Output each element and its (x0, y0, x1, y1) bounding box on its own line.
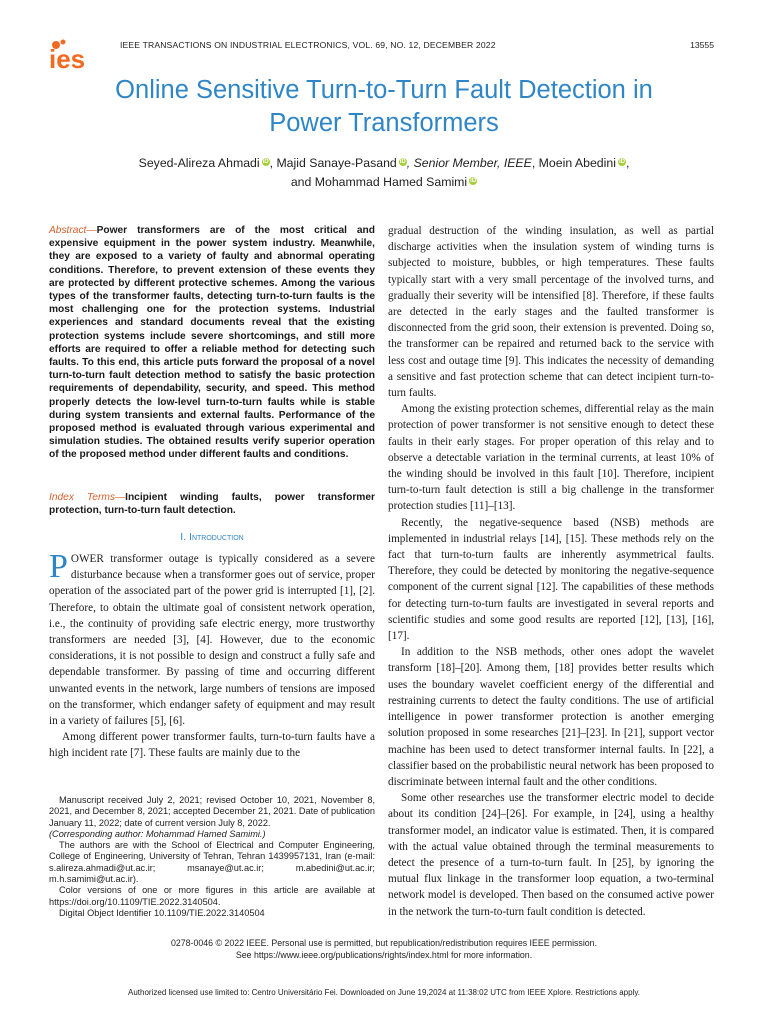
right-paragraph-5: Some other researches use the transformer electric model to decide about its condition [24]–[26]. For example, in [24], using a healthy transformer model, an indicator value is estimated. Then, it is compared with the actual value obtained through the terminal measurements to detect the presence of a turn-to-turn fault. In [25], by ignoring the mutual flux linkage in the transformer loop equation, a two-terminal network model is developed. Then based on the consumed active power in the network the turn-to-turn fault condition is detected. (388, 792, 714, 918)
copyright-notice (60, 938, 708, 961)
author-1: Seyed-Alireza Ahmadi (138, 156, 260, 170)
footnote-doi: Digital Object Identifier 10.1109/TIE.2022.3140504 (59, 907, 265, 918)
intro-paragraph-1 (49, 548, 375, 729)
author-list (40, 154, 728, 192)
logo-text: ies (49, 44, 86, 72)
drop-cap: P (49, 548, 68, 585)
abstract-dash: — (86, 225, 97, 236)
orcid-icon[interactable]: iD (399, 159, 406, 165)
intro-paragraph-2: Among different power transformer faults, turn-to-turn faults have a high incident rate [7]. These faults are mainly due to the (49, 731, 375, 760)
footnote-color[interactable]: Color versions of one or more figures in this article are available at https://doi.org/10.1109/TIE.2022.3140504. (49, 885, 375, 907)
intro-p1-text: transformer outage is typically considered as a severe disturbance because when a transformer goes out of service, proper operation of the associated part of the power grid is interrupted [1], [2]. Therefore, to obtain the ultimate goal of consistent network operation, i.e., the continuity of providing safe electric energy, more trustworthy transformers are needed [3], [4]. However, due to the economic considerations, it is not possible to design and construct a fully safe and dependable transformer. By passing of time and occurring different unwanted events in the network, large numbers of tensions are imposed on the transformer, which endanger safety of equipment and may result in a variety of failures [5], [6]. (49, 553, 375, 728)
footnote-corresponding: (Corresponding author: Mohammad Hamed Samimi.) (49, 828, 266, 839)
introduction-text (49, 548, 375, 762)
right-paragraph-2: Among the existing protection schemes, differential relay as the main protection of power transformer is not sensitive enough to detect these faults in their early stages. For proper operation of this relay and to observe a detectable variation in the terminal currents, at least 10% of the winding should be involved in this fault [10]. Therefore, incipient turn-to-turn fault detection is still a big challenge in the transformer protection studies [11]–[13]. (388, 403, 714, 513)
index-terms (49, 491, 375, 517)
intro-first-word: OWER (70, 553, 104, 565)
orcid-icon[interactable]: iD (618, 159, 625, 165)
right-paragraph-3: Recently, the negative-sequence based (NSB) methods are implemented in industrial relays [14], [15]. These methods rely on the fact that turn-to-turn faults are inherently asymmetrical faults. Therefore, they could be detected by monitoring the negative-sequence component of the current signal [12]. The capabilities of these methods for detecting turn-to-turn faults are investigated in several reports and scientific studies and some good results are reported [12], [13], [16], [17]. (388, 516, 714, 643)
orcid-icon[interactable]: iD (470, 178, 477, 184)
copyright-line-1: 0278-0046 © 2022 IEEE. Personal use is permitted, but republication/redistribution requires IEEE permission. (170, 938, 598, 948)
index-terms-text: Incipient winding faults, power transformer protection, turn-to-turn fault detection. (49, 492, 375, 517)
license-notice: Authorized licensed use limited to: Centro Universitário Fei. Downloaded on June 19,2024 at 11:38:02 UTC from IEEE Xplore. Restrictions apply. (128, 988, 640, 997)
journal-logo (48, 38, 106, 72)
page-number: 13555 (690, 40, 714, 50)
copyright-line-2[interactable]: See https://www.ieee.org/publications/rights/index.html for more information. (235, 949, 533, 960)
title-line-1: Online Sensitive Turn-to-Turn Fault Detection in (115, 76, 653, 104)
author-2: , Majid Sanaye-Pasand (269, 156, 397, 170)
section-number: I. (180, 531, 187, 543)
section-title: Introduction (189, 531, 244, 543)
orcid-icon[interactable]: iD (262, 159, 269, 165)
journal-header: IEEE TRANSACTIONS ON INDUSTRIAL ELECTRONICS, VOL. 69, NO. 12, DECEMBER 2022 (120, 40, 496, 50)
abstract-text: Power transformers are of the most critical and expensive equipment in the power system industry. Meanwhile, they are exposed to a variety of faulty and abnormal operating conditions. Therefore, to prevent extension of these events they are protected by different protective schemes. Among the various types of the transformer faults, detecting turn-to-turn faults is the most challenging one for the protection systems. Industrial experiences and standard documents reveal that the existing protection systems include severe shortcomings, and still more efforts are required to offer a reliable method for detecting such faults. To this end, this article puts forward the proposal of a novel turn-to-turn fault detection method to satisfy the basic protection requirements of dependability, security, and speed. This method properly detects the low-level turn-to-turn faults while is stable during system transients and external faults. Performance of the proposed method is evaluated through various experimental and simulation studies. The obtained results verify superior operation of the proposed method under different faults and conditions. (49, 225, 375, 461)
right-paragraph-4: In addition to the NSB methods, other ones adopt the wavelet transform [18]–[20]. Among them, [18] provides better results which uses the boundary wavelet coefficient energy of the differential and restraining currents to detect the faulty conditions. The use of artificial intelligence in power transformer protection is another emerging solution proposed in some researches [21]–[23]. In [21], support vector machine has been used to detect transformer internal faults. In [22], a classifier based on the probabilistic neural network has been proposed to discriminate between internal fault and the other conditions. (388, 646, 714, 788)
section-heading (49, 531, 375, 543)
index-terms-dash: — (114, 492, 126, 503)
footnote-received: Manuscript received July 2, 2021; revised October 10, 2021, November 8, 2021, and December 8, 2021; accepted December 21, 2021. Date of publication January 11, 2022; date of current version July 8, 2022. (49, 795, 375, 828)
author-3: , Moein Abedini (531, 156, 616, 170)
author-2-title: , Senior Member, IEEE (406, 156, 532, 170)
abstract (49, 224, 375, 462)
footnote-affiliation: The authors are with the School of Electrical and Computer Engineering, College of Engineering, University of Tehran, Tehran 1439957131, Iran (e-mail: s.alireza.ahmadi@ut.ac.ir; msanaye@ut.ac.ir; m.abedini@ut.ac.ir; m.h.samimi@ut.ac.ir). (49, 840, 375, 885)
index-terms-label: Index Terms (49, 492, 115, 503)
right-paragraph-1: gradual destruction of the winding insulation, as well as partial discharge activities when the insulation system of winding turns is subjected to moisture, bubbles, or high temperatures. These faults typically start with a very small percentage of the involved turns, and gradually their severity will be intensified [8]. Therefore, if these faults are detected in the early stages and the faulted transformer is disconnected from the grid soon, their extension is prevented. Doing so, the transformer can be repaired and returned back to the service with less cost and outage time [9]. This indicates the necessity of demanding a sensitive and fast protection scheme that can detect incipient turn-to-turn faults. (388, 225, 714, 400)
right-column-text (388, 223, 714, 920)
author-separator: , (625, 156, 630, 170)
paper-title (30, 74, 738, 140)
title-line-2: Power Transformers (269, 109, 499, 137)
footnote (49, 795, 375, 919)
abstract-label: Abstract (49, 225, 87, 236)
author-4: and Mohammad Hamed Samimi (290, 175, 468, 189)
